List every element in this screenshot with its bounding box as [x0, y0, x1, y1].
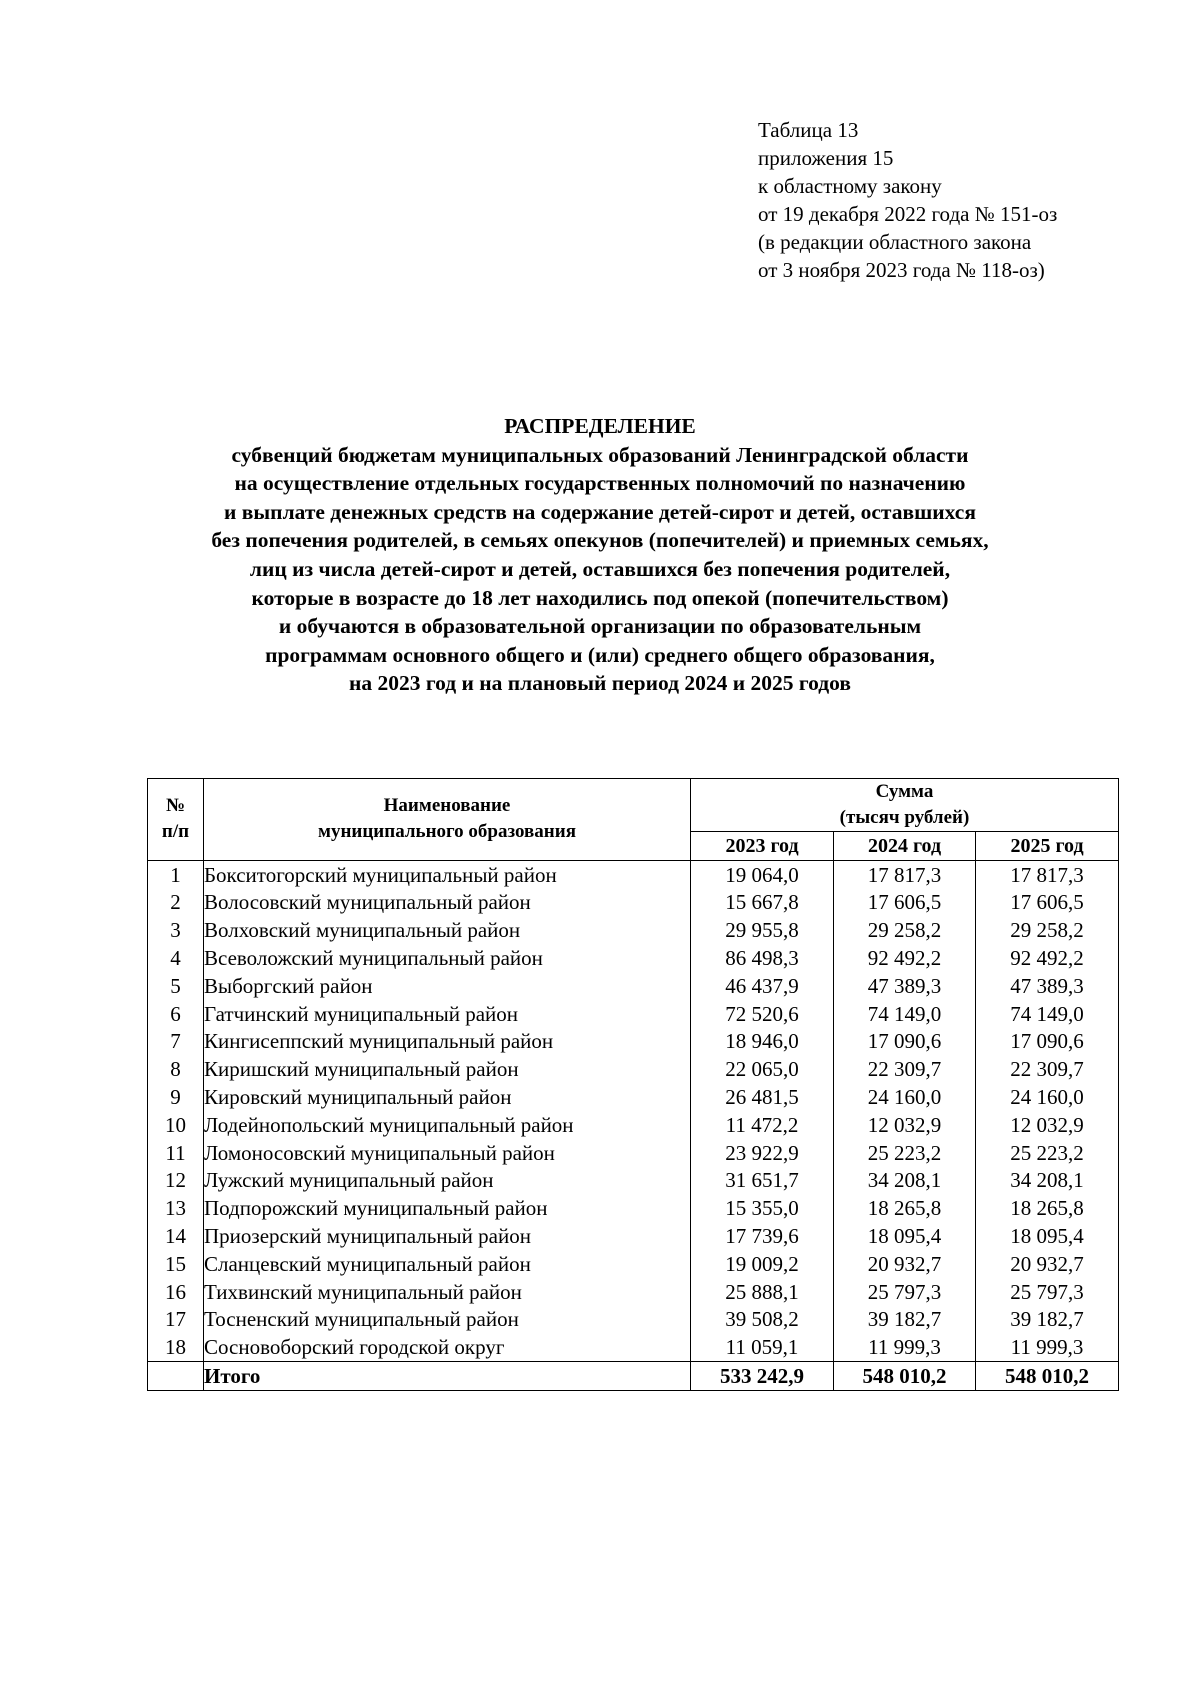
row-number: 11 [148, 1139, 204, 1167]
row-value-2024: 24 160,0 [834, 1083, 976, 1111]
title-line: лиц из числа детей-сирот и детей, оставшихся без попечения родителей, [249, 556, 951, 581]
row-value-2023: 39 508,2 [691, 1306, 834, 1334]
total-2024: 548 010,2 [834, 1362, 976, 1391]
row-number: 7 [148, 1028, 204, 1056]
header-name-line: Наименование [383, 795, 511, 817]
note-line: к областному закону [758, 174, 942, 198]
row-number: 2 [148, 889, 204, 917]
row-value-2024: 25 223,2 [834, 1139, 976, 1167]
row-name: Тихвинский муниципальный район [204, 1278, 691, 1306]
row-name: Лодейнопольский муниципальный район [204, 1111, 691, 1139]
table-header [148, 779, 1119, 861]
row-number: 5 [148, 972, 204, 1000]
row-name: Ломоносовский муниципальный район [204, 1139, 691, 1167]
row-value-2023: 15 667,8 [691, 889, 834, 917]
row-value-2024: 18 095,4 [834, 1222, 976, 1250]
header-name-line: муниципального образования [318, 821, 576, 843]
row-name: Лужский муниципальный район [204, 1167, 691, 1195]
table-row [148, 1333, 1119, 1361]
row-number: 4 [148, 944, 204, 972]
title-line: и обучаются в образовательной организации по образовательным [278, 614, 922, 639]
row-value-2024: 47 389,3 [834, 972, 976, 1000]
distribution-table [147, 778, 1119, 1391]
header-year-2023: 2023 год [691, 832, 834, 861]
total-2023: 533 242,9 [691, 1362, 834, 1391]
title-line: без попечения родителей, в семьях опекунов (попечителей) и приемных семьях, [211, 528, 989, 553]
table-row [148, 1167, 1119, 1195]
table-row [148, 1111, 1119, 1139]
row-value-2025: 29 258,2 [976, 916, 1119, 944]
row-number: 16 [148, 1278, 204, 1306]
row-value-2024: 74 149,0 [834, 1000, 976, 1028]
row-value-2024: 25 797,3 [834, 1278, 976, 1306]
row-value-2025: 18 265,8 [976, 1194, 1119, 1222]
title-line: и выплате денежных средств на содержание детей-сирот и детей, оставшихся [224, 499, 976, 524]
note-line: (в редакции областного закона [758, 230, 1032, 254]
row-value-2024: 20 932,7 [834, 1250, 976, 1278]
row-name: Всеволожский муниципальный район [204, 944, 691, 972]
row-value-2025: 24 160,0 [976, 1083, 1119, 1111]
row-value-2023: 86 498,3 [691, 944, 834, 972]
row-value-2025: 22 309,7 [976, 1055, 1119, 1083]
row-value-2023: 46 437,9 [691, 972, 834, 1000]
row-number: 17 [148, 1306, 204, 1334]
row-value-2023: 19 064,0 [691, 860, 834, 888]
title-line: субвенций бюджетам муниципальных образований Ленинградской области [231, 442, 969, 467]
row-number: 18 [148, 1333, 204, 1361]
row-name: Кировский муниципальный район [204, 1083, 691, 1111]
row-value-2023: 11 059,1 [691, 1333, 834, 1361]
title-heading: РАСПРЕДЕЛЕНИЕ [504, 414, 696, 438]
appendix-note [758, 116, 1057, 284]
row-value-2024: 92 492,2 [834, 944, 976, 972]
table-row [148, 944, 1119, 972]
header-year-2025: 2025 год [976, 832, 1119, 861]
table-row [148, 1083, 1119, 1111]
row-value-2023: 11 472,2 [691, 1111, 834, 1139]
note-line: Таблица 13 [758, 118, 859, 142]
row-name: Сланцевский муниципальный район [204, 1250, 691, 1278]
row-name: Гатчинский муниципальный район [204, 1000, 691, 1028]
table-row [148, 1194, 1119, 1222]
row-number: 3 [148, 916, 204, 944]
table-row [148, 1222, 1119, 1250]
row-value-2024: 17 817,3 [834, 860, 976, 888]
header-year-2024: 2024 год [834, 832, 976, 861]
row-value-2025: 17 817,3 [976, 860, 1119, 888]
row-name: Приозерский муниципальный район [204, 1222, 691, 1250]
row-value-2025: 25 797,3 [976, 1278, 1119, 1306]
row-value-2023: 15 355,0 [691, 1194, 834, 1222]
row-name: Тосненский муниципальный район [204, 1306, 691, 1334]
table-row [148, 1250, 1119, 1278]
note-line: от 3 ноября 2023 года № 118-оз) [758, 258, 1045, 282]
row-name: Волосовский муниципальный район [204, 889, 691, 917]
row-value-2023: 72 520,6 [691, 1000, 834, 1028]
row-value-2025: 11 999,3 [976, 1333, 1119, 1361]
total-label: Итого [204, 1362, 691, 1391]
table-row [148, 1306, 1119, 1334]
note-line: приложения 15 [758, 146, 894, 170]
row-value-2024: 29 258,2 [834, 916, 976, 944]
row-value-2025: 12 032,9 [976, 1111, 1119, 1139]
row-value-2023: 19 009,2 [691, 1250, 834, 1278]
row-value-2024: 17 090,6 [834, 1028, 976, 1056]
table-row [148, 889, 1119, 917]
row-value-2024: 11 999,3 [834, 1333, 976, 1361]
title-line: программам основного общего и (или) среднего общего образования, [265, 642, 935, 667]
total-row [148, 1362, 1119, 1391]
row-number: 6 [148, 1000, 204, 1028]
total-2025: 548 010,2 [976, 1362, 1119, 1391]
row-value-2023: 26 481,5 [691, 1083, 834, 1111]
table-row [148, 1000, 1119, 1028]
row-name: Волховский муниципальный район [204, 916, 691, 944]
row-value-2024: 17 606,5 [834, 889, 976, 917]
row-value-2024: 12 032,9 [834, 1111, 976, 1139]
row-number: 9 [148, 1083, 204, 1111]
table-row [148, 1028, 1119, 1056]
header-number [148, 779, 204, 861]
header-sum-line: (тысяч рублей) [839, 807, 970, 828]
total-number [148, 1362, 204, 1391]
row-value-2025: 92 492,2 [976, 944, 1119, 972]
row-value-2023: 22 065,0 [691, 1055, 834, 1083]
row-value-2024: 34 208,1 [834, 1167, 976, 1195]
row-value-2023: 23 922,9 [691, 1139, 834, 1167]
row-name: Киришский муниципальный район [204, 1055, 691, 1083]
row-number: 8 [148, 1055, 204, 1083]
table-row [148, 916, 1119, 944]
row-value-2025: 17 606,5 [976, 889, 1119, 917]
row-value-2025: 20 932,7 [976, 1250, 1119, 1278]
header-sum [691, 779, 1119, 832]
header-number-line: п/п [161, 821, 190, 843]
row-number: 15 [148, 1250, 204, 1278]
header-number-line: № [165, 795, 186, 817]
table-row [148, 860, 1119, 888]
table-row [148, 972, 1119, 1000]
row-value-2025: 25 223,2 [976, 1139, 1119, 1167]
table-row [148, 1139, 1119, 1167]
row-name: Бокситогорский муниципальный район [204, 860, 691, 888]
row-name: Выборгский район [204, 972, 691, 1000]
row-value-2025: 39 182,7 [976, 1306, 1119, 1334]
row-number: 10 [148, 1111, 204, 1139]
row-number: 1 [148, 860, 204, 888]
row-name: Сосновоборский городской округ [204, 1333, 691, 1361]
row-number: 12 [148, 1167, 204, 1195]
row-value-2025: 47 389,3 [976, 972, 1119, 1000]
row-number: 14 [148, 1222, 204, 1250]
row-value-2023: 29 955,8 [691, 916, 834, 944]
row-value-2024: 22 309,7 [834, 1055, 976, 1083]
row-value-2025: 18 095,4 [976, 1222, 1119, 1250]
title-line: на 2023 год и на плановый период 2024 и 2025 годов [349, 671, 851, 696]
row-value-2023: 25 888,1 [691, 1278, 834, 1306]
row-value-2024: 18 265,8 [834, 1194, 976, 1222]
title-line: которые в возрасте до 18 лет находились под опекой (попечительством) [251, 585, 949, 610]
note-line: от 19 декабря 2022 года № 151-оз [758, 202, 1058, 226]
row-number: 13 [148, 1194, 204, 1222]
document-title [100, 412, 1100, 698]
title-line: на осуществление отдельных государственных полномочий по назначению [234, 471, 966, 496]
row-value-2025: 17 090,6 [976, 1028, 1119, 1056]
header-sum-line: Сумма [875, 781, 934, 802]
row-value-2023: 31 651,7 [691, 1167, 834, 1195]
row-name: Кингисеппский муниципальный район [204, 1028, 691, 1056]
row-value-2024: 39 182,7 [834, 1306, 976, 1334]
table-row [148, 1278, 1119, 1306]
table-row [148, 1055, 1119, 1083]
header-name [204, 779, 691, 861]
row-value-2023: 18 946,0 [691, 1028, 834, 1056]
row-value-2025: 74 149,0 [976, 1000, 1119, 1028]
row-value-2023: 17 739,6 [691, 1222, 834, 1250]
row-value-2025: 34 208,1 [976, 1167, 1119, 1195]
row-name: Подпорожский муниципальный район [204, 1194, 691, 1222]
table-body [148, 860, 1119, 1390]
